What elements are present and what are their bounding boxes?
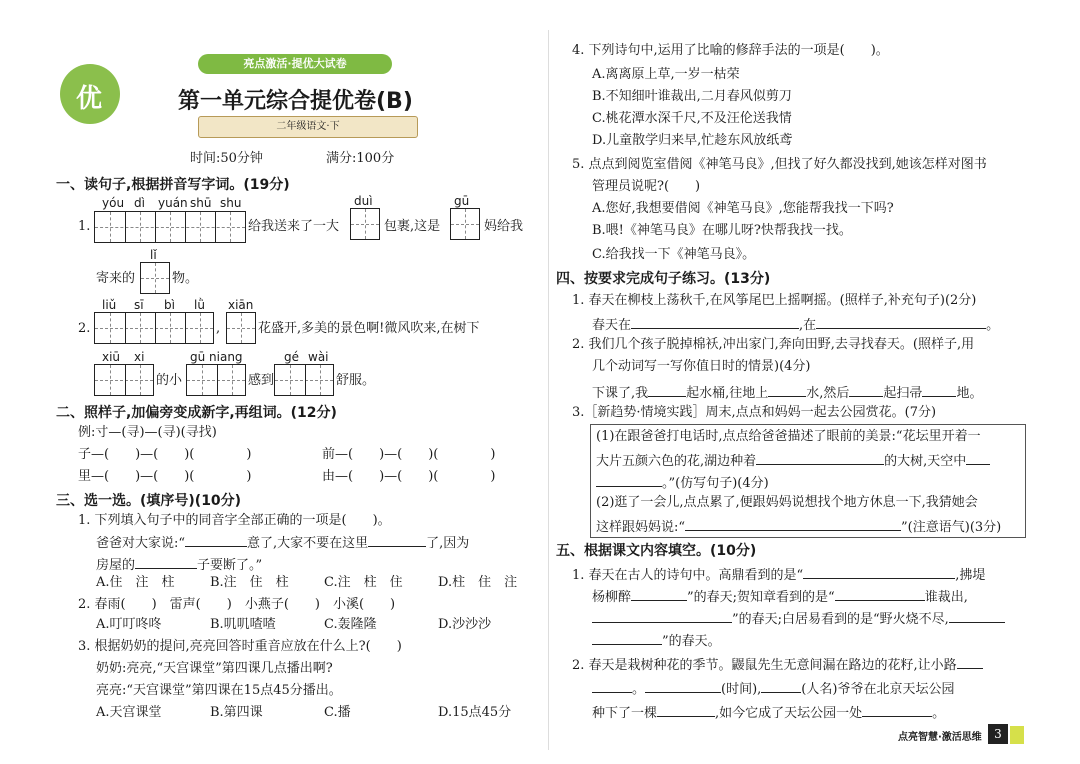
question-3: 3. 根据奶奶的提问,亮亮回答时重音应放在什么上?( ) [78, 639, 402, 654]
writing-grid[interactable] [274, 364, 334, 396]
blank[interactable] [631, 586, 687, 601]
question-text: ,拂堤 [955, 568, 986, 583]
grade-subtitle: 二年级语文·下 [198, 116, 418, 138]
option[interactable]: A.离离原上草,一岁一枯荣 [592, 67, 740, 82]
section-2-heading: 二、照样子,加偏旁变成新字,再组词。(12分) [56, 405, 337, 421]
question-text: 2. 春天是栽树种花的季节。鼹鼠先生无意间漏在路边的花籽,让小路 [572, 658, 957, 673]
question-text: 几个动词写一写你值日时的情景)(4分) [592, 359, 811, 374]
writing-grid[interactable] [450, 208, 480, 240]
writing-grid[interactable] [94, 364, 154, 396]
section-1-heading: 一、读句子,根据拼音写字词。(19分) [56, 177, 290, 193]
blank[interactable] [966, 450, 990, 465]
pinyin-li: lǐ [150, 248, 157, 262]
dialogue-line: 奶奶:亮亮,“天宫课堂”第四课几点播出啊? [96, 661, 333, 676]
sentence-text: 包裹,这是 [384, 219, 441, 234]
question-5: 管理员说呢?( ) [592, 179, 701, 194]
sentence-text: 妈给我 [484, 219, 524, 234]
question-text: 意了,大家不要在这里 [247, 536, 369, 551]
question-text: 谁裁出, [924, 590, 968, 605]
pinyin-1: dì [134, 196, 145, 210]
pinyin-1: shu [220, 196, 242, 210]
question-text: 子要断了。” [197, 558, 263, 573]
blank[interactable] [957, 654, 983, 669]
exercise-row[interactable]: 前—( )—( )( ) [322, 447, 496, 462]
section-5-heading: 五、根据课文内容填空。(10分) [556, 543, 757, 559]
question-text: (时间), [721, 682, 762, 697]
section-4-heading: 四、按要求完成句子练习。(13分) [556, 271, 771, 287]
question-text: 种下了一棵 [592, 706, 658, 721]
exercise-row[interactable]: 里—( )—( )( ) [78, 469, 252, 484]
pinyin-1: shū [190, 196, 212, 210]
pinyin-2: liǔ [102, 298, 117, 312]
question-text [96, 554, 262, 575]
question-text: (2)逛了一会儿,点点累了,便跟妈妈说想找个地方休息一下,我猜她会 [596, 495, 978, 510]
question-text: 起扫帚 [883, 386, 923, 401]
writing-grid[interactable] [226, 312, 256, 344]
exam-time: 时间:50分钟 [190, 151, 263, 166]
page-number: 3 [988, 724, 1008, 744]
blank[interactable] [922, 382, 956, 397]
pinyin-1: yóu [102, 196, 125, 210]
question-text: (人名)爷爷在北京天坛公园 [801, 682, 955, 697]
option[interactable]: A.天宫课堂 [96, 705, 162, 720]
question-text: 。 [986, 318, 1000, 333]
pinyin-3: xiū [102, 350, 121, 364]
exercise-row[interactable]: 子—( )—( )( ) [78, 447, 252, 462]
pinyin-dui: duì [354, 194, 373, 208]
answer-line [592, 382, 982, 403]
question-text: 爸爸对大家说:“ [96, 536, 186, 551]
blank[interactable] [135, 554, 197, 569]
question-text: ”的春天;贺知章看到的是“ [687, 590, 835, 605]
footer-brand: 点亮智慧·激活思维 [898, 732, 982, 743]
sentence-text: 舒服。 [336, 373, 376, 388]
option[interactable]: C.播 [324, 705, 351, 720]
answer-line [592, 608, 1005, 629]
blank[interactable] [835, 586, 925, 601]
question-text: 大片五颜六色的花,湖边种着 [596, 454, 757, 469]
blank[interactable] [803, 564, 955, 579]
question-text: 水,然后 [806, 386, 850, 401]
pinyin-3: gé [284, 350, 299, 364]
blank[interactable] [645, 678, 721, 693]
blank[interactable] [657, 702, 715, 717]
option[interactable]: D.柱 住 注 [438, 575, 518, 590]
pinyin-gu: gū [454, 194, 470, 208]
answer-line [572, 564, 985, 585]
option[interactable]: A.叮叮咚咚 [96, 617, 162, 632]
blank[interactable] [685, 516, 901, 531]
option[interactable]: C.轰隆隆 [324, 617, 377, 632]
sentence-text: 物。 [172, 271, 199, 286]
question-2: 2. 春雨( ) 雷声( ) 小燕子( ) 小溪( ) [78, 597, 396, 612]
option[interactable]: C.给我找一下《神笔马良》。 [592, 247, 756, 262]
blank[interactable] [761, 678, 801, 693]
pinyin-2: xiān [228, 298, 254, 312]
question-text: 下课了,我 [592, 386, 649, 401]
question-text: ,在 [799, 318, 817, 333]
option[interactable]: B.不知细叶谁裁出,二月春风似剪刀 [592, 89, 792, 104]
option[interactable]: A.您好,我想要借阅《神笔马良》,您能帮我找一下吗? [592, 201, 894, 216]
question-4: 4. 下列诗句中,运用了比喻的修辞手法的一项是( )。 [572, 43, 889, 58]
blank[interactable] [849, 382, 883, 397]
option[interactable]: D.15点45分 [438, 705, 512, 720]
pinyin-2: lǜ [194, 298, 205, 312]
answer-line [596, 516, 1001, 537]
pinyin-3: gū niang [190, 350, 243, 364]
sentence-text: 感到 [248, 373, 275, 388]
writing-grid[interactable] [350, 208, 380, 240]
page-title: 第一单元综合提优卷(B) [178, 89, 413, 114]
item-number: 2. [78, 321, 91, 336]
blank[interactable] [185, 532, 247, 547]
option[interactable]: C.注 柱 住 [324, 575, 403, 590]
sentence-text: 花盛开,多美的景色啊!微风吹来,在树下 [258, 321, 480, 336]
blank[interactable] [756, 450, 884, 465]
dialogue-line: 亮亮:“天宫课堂”第四课在15点45分播出。 [96, 683, 342, 698]
question-text: 这样跟妈妈说:“ [596, 520, 686, 535]
question-text: 春天在 [592, 318, 632, 333]
exam-score: 满分:100分 [326, 151, 395, 166]
column-divider [548, 30, 549, 750]
pinyin-2: sī [134, 298, 144, 312]
question-text: 起水桶,往地上 [686, 386, 769, 401]
option[interactable]: A.住 注 柱 [96, 575, 175, 590]
sentence-text: 的小 [156, 373, 183, 388]
question-text: 。 [632, 682, 646, 697]
option[interactable]: D.沙沙沙 [438, 617, 492, 632]
answer-line [592, 702, 945, 723]
blank[interactable] [949, 608, 1005, 623]
option[interactable]: B.注 住 柱 [210, 575, 289, 590]
sentence-text: 寄来的 [96, 271, 136, 286]
blank[interactable] [631, 314, 799, 329]
question-text: 了,因为 [426, 536, 470, 551]
writing-grid[interactable] [186, 364, 246, 396]
blank[interactable] [592, 678, 632, 693]
question-text: 杨柳醉 [592, 590, 632, 605]
blank[interactable] [648, 382, 686, 397]
answer-line [596, 472, 769, 493]
sentence-text: , [216, 321, 221, 336]
blank[interactable] [816, 314, 986, 329]
question-text [96, 532, 469, 553]
blank[interactable] [592, 630, 662, 645]
writing-grid[interactable] [94, 312, 214, 344]
question-text: (1)在跟爸爸打电话时,点点给爸爸描述了眼前的美景:“花坛里开着一 [596, 429, 981, 444]
answer-line [572, 654, 983, 675]
pinyin-3: wài [308, 350, 329, 364]
option[interactable]: B.叽叽喳喳 [210, 617, 276, 632]
question-text: ”的春天。 [662, 634, 721, 649]
answer-line [592, 586, 968, 607]
section-3-heading: 三、选一选。(填序号)(10分) [56, 493, 242, 509]
series-label: 亮点激活·提优大试卷 [198, 54, 392, 74]
question-1: 1. 下列填入句子中的同音字全部正确的一项是( )。 [78, 513, 391, 528]
question-text: 2. 我们几个孩子脱掉棉袄,冲出家门,奔向田野,去寻找春天。(照样子,用 [572, 337, 975, 352]
blank[interactable] [596, 472, 662, 487]
question-text: 1. 春天在柳枝上荡秋千,在风筝尾巴上摇啊摇。(照样子,补充句子)(2分) [572, 293, 977, 308]
writing-grid[interactable] [140, 262, 170, 294]
blank[interactable] [368, 532, 426, 547]
corner-stripe [1010, 726, 1024, 744]
question-5: 5. 点点到阅览室借阅《神笔马良》,但找了好久都没找到,她该怎样对图书 [572, 157, 987, 172]
question-text: 的大树,天空中 [884, 454, 967, 469]
item-number: 1. [78, 219, 91, 234]
exercise-row[interactable]: 由—( )—( )( ) [322, 469, 496, 484]
question-text: ”的春天;白居易看到的是“野火烧不尽, [732, 612, 949, 627]
question-text: 。 [932, 706, 946, 721]
pinyin-1: yuán [158, 196, 188, 210]
question-text: 1. 春天在古人的诗句中。高鼎看到的是“ [572, 568, 804, 583]
answer-line [596, 450, 990, 471]
example-line: 例:寸—(寻)—(寻)(寻找) [78, 425, 217, 440]
option[interactable]: B.第四课 [210, 705, 263, 720]
pinyin-2: bì [164, 298, 175, 312]
logo-char: 优 [76, 84, 103, 114]
blank[interactable] [768, 382, 806, 397]
option[interactable]: B.喂!《神笔马良》在哪儿呀?快帮我找一找。 [592, 223, 852, 238]
option[interactable]: D.儿童散学归来早,忙趁东风放纸鸢 [592, 133, 793, 148]
question-text: 3.［新趋势·情境实践］周末,点点和妈妈一起去公园赏花。(7分) [572, 405, 937, 420]
question-text: ”(注意语气)(3分) [901, 520, 1002, 535]
question-text: 房屋的 [96, 558, 136, 573]
sentence-text: 给我送来了一大 [248, 219, 340, 234]
pinyin-3: xi [134, 350, 145, 364]
answer-line [592, 678, 954, 699]
blank[interactable] [862, 702, 932, 717]
question-text: 。”(仿写句子)(4分) [662, 476, 769, 491]
question-text: ,如今它成了天坛公园一处 [715, 706, 863, 721]
answer-line [592, 630, 721, 651]
blank[interactable] [592, 608, 732, 623]
question-text: 地。 [956, 386, 983, 401]
answer-line [592, 314, 999, 335]
option[interactable]: C.桃花潭水深千尺,不及汪伦送我情 [592, 111, 792, 126]
writing-grid[interactable] [94, 211, 246, 243]
